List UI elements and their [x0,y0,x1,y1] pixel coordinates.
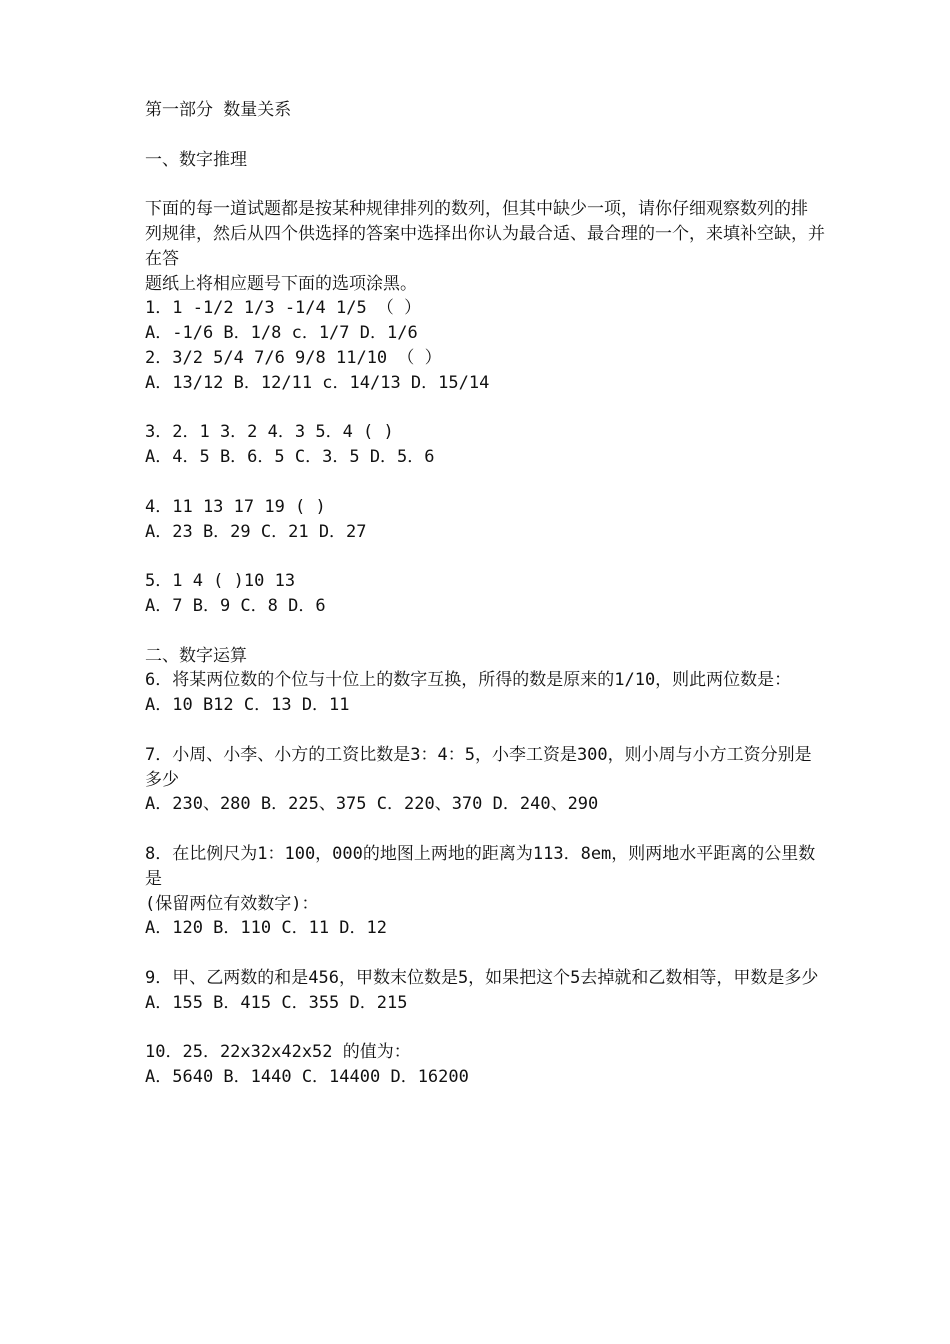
question-1 [145,296,825,346]
question-note: (保留两位有效数字)： [145,893,319,914]
question-text: 7．小周、小李、小方的工资比数是3：4：5，小李工资是300，则小周与小方工资分别是多少 [145,744,812,790]
question-options: A．13/12 B．12/11 c．14/13 D．15/14 [145,372,490,393]
question-options: A．4．5 B．6．5 C．3．5 D．5．6 [145,447,435,468]
instructions [145,197,825,296]
question-3 [145,420,825,470]
spacer [145,544,825,569]
question-options: A．7 B．9 C．8 D．6 [145,595,326,616]
spacer [145,172,825,197]
question-options: A．10 B12 C．13 D．11 [145,695,350,716]
section-title-number-calculation: 二、数字运算 [145,645,247,666]
spacer [145,123,825,148]
question-6 [145,668,825,718]
question-text: 1．1 -1/2 1/3 -1/4 1/5 （ ） [145,298,422,319]
question-text: 8．在比例尺为1：100，000的地图上两地的距离为113．8em，则两地水平距离的公里数是 [145,843,816,889]
question-text: 3．2．1 3．2 4．3 5．4 ( ) [145,422,394,443]
spacer [145,619,825,644]
question-options: A．23 B．29 C．21 D．27 [145,521,367,542]
section-title-number-reasoning: 一、数字推理 [145,149,247,170]
question-9 [145,966,825,1016]
question-8 [145,842,825,941]
spacer [145,396,825,421]
question-options: A．-1/6 B．1/8 c．1/7 D．1/6 [145,323,418,344]
question-options: A．230、280 B．225、375 C．220、370 D．240、290 [145,794,599,815]
question-2 [145,346,825,396]
spacer [145,470,825,495]
question-options: A．120 B．110 C．11 D．12 [145,918,387,939]
spacer [145,817,825,842]
question-text: 5．1 4 ( )10 13 [145,571,296,592]
instruction-line: 下面的每一道试题都是按某种规律排列的数列，但其中缺少一项，请你仔细观察数列的排 [145,199,808,220]
question-4 [145,495,825,545]
spacer [145,941,825,966]
spacer [145,718,825,743]
instruction-line: 题纸上将相应题号下面的选项涂黑。 [145,273,417,294]
document-page [145,98,825,1090]
question-text: 6．将某两位数的个位与十位上的数字互换，所得的数是原来的1/10，则此两位数是： [145,670,792,691]
question-text: 2．3/2 5/4 7/6 9/8 11/10 （ ） [145,347,442,368]
part-title: 第一部分 数量关系 [145,100,292,120]
question-10 [145,1040,825,1090]
instruction-line: 列规律，然后从四个供选择的答案中选择出你认为最合适、最合理的一个，来填补空缺，并在答 [145,223,825,269]
question-7 [145,743,825,817]
question-text: 10．25．22x32x42x52 的值为： [145,1042,411,1063]
spacer [145,1015,825,1040]
question-text: 9．甲、乙两数的和是456，甲数末位数是5，如果把这个5去掉就和乙数相等，甲数是多少 [145,967,819,988]
question-options: A．5640 B．1440 C．14400 D．16200 [145,1067,469,1088]
question-text: 4．11 13 17 19 ( ) [145,496,326,517]
question-5 [145,569,825,619]
question-options: A．155 B．415 C．355 D．215 [145,992,408,1013]
